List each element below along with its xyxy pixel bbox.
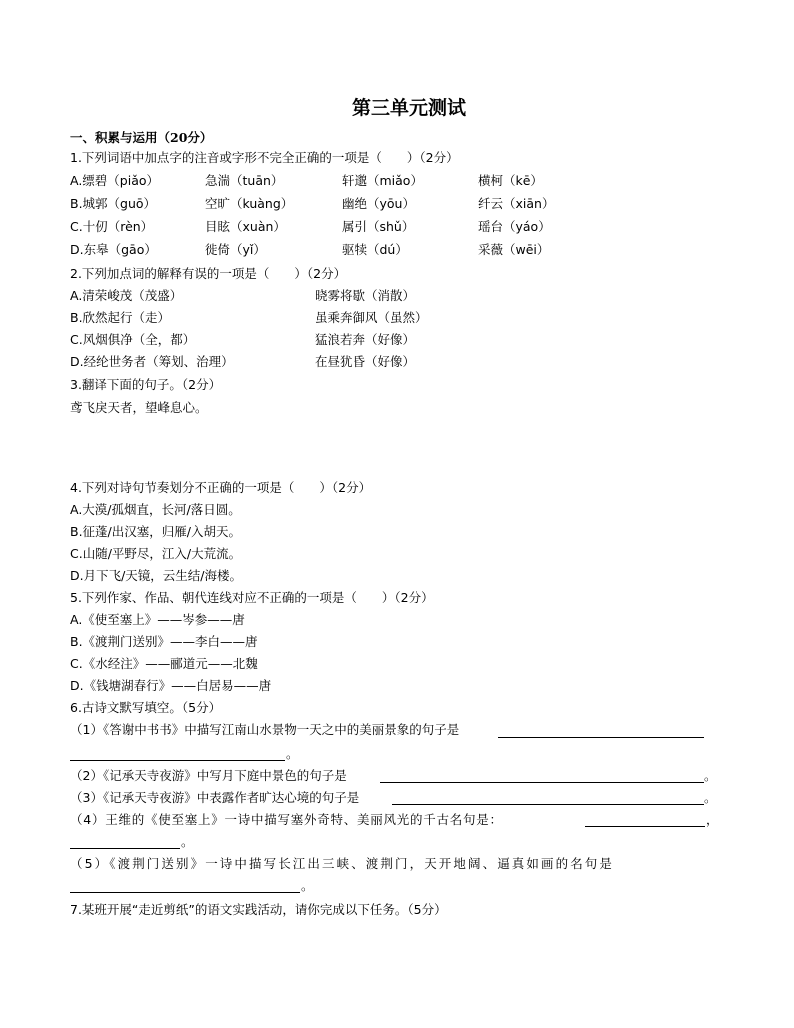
q2-option: C.风烟俱净（全，都） bbox=[70, 332, 196, 347]
q3-sentence: 鸢飞戾天者，望峰息心。 bbox=[70, 400, 208, 415]
q1-option: 驱犊（dú） bbox=[342, 242, 408, 257]
punctuation-comma: ， bbox=[706, 812, 719, 827]
punctuation-period: 。 bbox=[286, 746, 299, 761]
q2-stem: 2.下列加点词的解释有误的一项是（ ）（2分） bbox=[70, 266, 347, 281]
q2-option: 在昼犹昏（好像） bbox=[315, 354, 416, 369]
q6-stem: 6.古诗文默写填空。（5分） bbox=[70, 700, 222, 715]
q1-option: D.东皋（gāo） bbox=[70, 242, 157, 257]
q4-option: B.征蓬/出汉塞，归雁/入胡天。 bbox=[70, 524, 241, 539]
q1-option: 急湍（tuān） bbox=[205, 173, 284, 188]
q6-part2: （2）《记承天寺夜游》中写月下庭中景色的句子是 bbox=[70, 768, 347, 783]
q5-option: D.《钱塘湖春行》——白居易——唐 bbox=[70, 678, 272, 693]
q1-option: 幽绝（yōu） bbox=[342, 196, 415, 211]
q2-option: 猛浪若奔（好像） bbox=[315, 332, 416, 347]
q3-stem: 3.翻译下面的句子。（2分） bbox=[70, 377, 222, 392]
answer-blank[interactable] bbox=[380, 782, 704, 783]
answer-blank[interactable] bbox=[70, 848, 180, 849]
q5-option: A.《使至塞上》——岑参——唐 bbox=[70, 612, 245, 627]
q6-part5: （5）《渡荆门送别》一诗中描写长江出三峡、渡荆门，天开地阔、逼真如画的名句是 bbox=[70, 856, 615, 871]
q1-option: 轩邈（miǎo） bbox=[342, 173, 423, 188]
q4-stem: 4.下列对诗句节奏划分不正确的一项是（ ）（2分） bbox=[70, 480, 372, 495]
q1-option: C.十仞（rèn） bbox=[70, 219, 154, 234]
q2-option: D.经纶世务者（筹划、治理） bbox=[70, 354, 234, 369]
q6-part3: （3）《记承天寺夜游》中表露作者旷达心境的句子是 bbox=[70, 790, 360, 805]
q4-option: C.山随/平野尽，江入/大荒流。 bbox=[70, 546, 242, 561]
q1-option: 采薇（wēi） bbox=[478, 242, 550, 257]
q2-option: B.欣然起行（走） bbox=[70, 310, 171, 325]
q1-option: B.城郭（guō） bbox=[70, 196, 157, 211]
q4-option: A.大漠/孤烟直，长河/落日圆。 bbox=[70, 502, 241, 517]
q7-stem: 7.某班开展“走近剪纸”的语文实践活动，请你完成以下任务。（5分） bbox=[70, 902, 447, 917]
answer-blank[interactable] bbox=[392, 804, 704, 805]
q5-option: B.《渡荆门送别》——李白——唐 bbox=[70, 634, 258, 649]
q1-option: 横柯（kē） bbox=[478, 173, 543, 188]
page-title: 第三单元测试 bbox=[352, 97, 467, 119]
answer-blank[interactable] bbox=[70, 892, 300, 893]
q6-part1: （1）《答谢中书书》中描写江南山水景物一天之中的美丽景象的句子是 bbox=[70, 722, 460, 737]
q1-option: 目眩（xuàn） bbox=[205, 219, 286, 234]
q5-stem: 5.下列作家、作品、朝代连线对应不正确的一项是（ ）（2分） bbox=[70, 590, 434, 605]
punctuation-period: 。 bbox=[704, 790, 717, 805]
punctuation-period: 。 bbox=[181, 834, 194, 849]
q2-option: 晓雾将歇（消散） bbox=[315, 288, 416, 303]
q6-part4: （4）王维的《使至塞上》一诗中描写塞外奇特、美丽风光的千古名句是： bbox=[70, 812, 503, 827]
answer-blank[interactable] bbox=[498, 737, 704, 738]
q1-option: 属引（shǔ） bbox=[342, 219, 415, 234]
q1-option: 徙倚（yǐ） bbox=[205, 242, 266, 257]
q1-option: 空旷（kuàng） bbox=[205, 196, 294, 211]
q2-option: 虽乘奔御风（虽然） bbox=[315, 310, 428, 325]
q1-option: 瑶台（yáo） bbox=[478, 219, 551, 234]
punctuation-period: 。 bbox=[704, 768, 717, 783]
answer-blank[interactable] bbox=[70, 760, 285, 761]
section-heading: 一、积累与运用（20分） bbox=[70, 130, 213, 145]
answer-blank[interactable] bbox=[585, 826, 705, 827]
q5-option: C.《水经注》——郦道元——北魏 bbox=[70, 656, 258, 671]
punctuation-period: 。 bbox=[301, 878, 314, 893]
q2-option: A.清荣峻茂（茂盛） bbox=[70, 288, 183, 303]
q1-option: 纤云（xiān） bbox=[478, 196, 555, 211]
q4-option: D.月下飞/天镜，云生结/海楼。 bbox=[70, 568, 243, 583]
q1-stem: 1.下列词语中加点字的注音或字形不完全正确的一项是（ ）（2分） bbox=[70, 150, 459, 165]
q1-option: A.缥碧（piǎo） bbox=[70, 173, 160, 188]
